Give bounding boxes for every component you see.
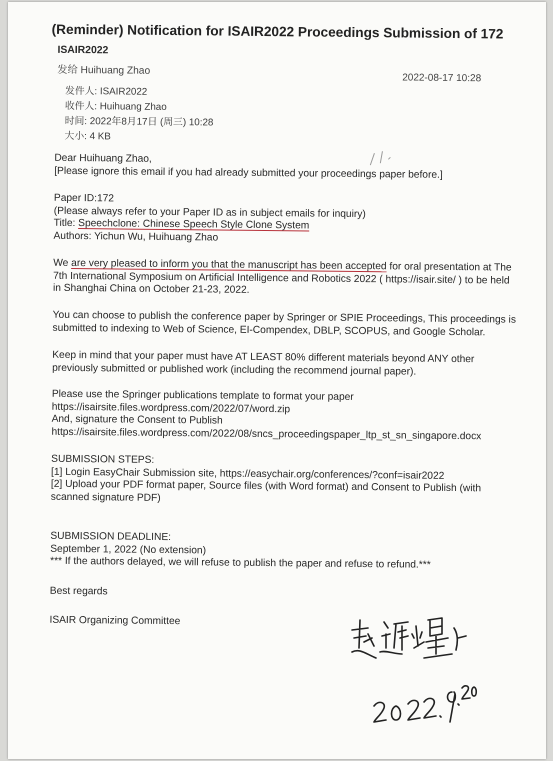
- originality-line-2: previously submitted or published work (including the recommend journal paper).: [52, 362, 417, 378]
- template-line: Please use the Springer publications template to format your paper: [51, 388, 354, 403]
- ignore-notice: [Please ignore this email if you had already submitted your proceedings paper before.]: [54, 165, 443, 181]
- step-2-line-1: [2] Upload your PDF format paper, Source files (with Word format) and Consent to Publish (with: [50, 478, 482, 495]
- steps-heading: SUBMISSION STEPS:: [51, 453, 155, 466]
- paper-info-block: [53, 193, 365, 247]
- step-1: [1] Login EasyChair Submission site, https://easychair.org/conferences/?conf=isair2022: [51, 466, 445, 482]
- paper-id: Paper ID:172: [53, 192, 115, 205]
- acceptance-suffix: for oral presentation at The: [386, 261, 512, 274]
- acceptance-line-3: in Shanghai China on October 21-23, 2022.: [52, 282, 250, 297]
- deadline-warning: *** If the authors delayed, we will refuse to publish the paper and refuse to refund.***: [50, 555, 431, 571]
- meta-size: 大小: 4 KB: [64, 130, 111, 143]
- publish-block: [53, 310, 517, 340]
- originality-line-1: Keep in mind that your paper must have AT LEAST 80% different materials beyond ANY other: [52, 349, 475, 366]
- handwritten-signature: [346, 608, 476, 674]
- email-date: 2022-08-17 10:28: [402, 72, 482, 85]
- regards: Best regards: [49, 585, 108, 598]
- paper-authors: Authors: Yichun Wu, Huihuang Zhao: [53, 230, 219, 244]
- steps-block: [51, 454, 482, 509]
- template-url-link[interactable]: https://isairsite.files.wordpress.com/2022/07/word.zip: [51, 401, 291, 415]
- acceptance-block: [53, 258, 512, 301]
- deadline-heading: SUBMISSION DEADLINE:: [50, 530, 172, 544]
- deadline-date: September 1, 2022 (No extension): [50, 543, 207, 557]
- meta-time: 时间: 2022年8月17日 (周三) 10:28: [64, 115, 214, 129]
- meta-recipient: 收件人: Huihuang Zhao: [64, 100, 167, 113]
- deadline-block: [50, 531, 431, 573]
- greeting: Dear Huihuang Zhao,: [54, 152, 152, 165]
- consent-url-link[interactable]: https://isairsite.files.wordpress.com/2022/08/sncs_proceedingspaper_ltp_st_sn_singapore.docx: [51, 426, 482, 443]
- acceptance-line-2: 7th International Symposium on Artificial Intelligence and Robotics 2022 ( https://isair.site/ ) to be held: [53, 270, 510, 287]
- paper-title-prefix: Title:: [53, 217, 79, 230]
- email-subject: (Reminder) Notification for ISAIR2022 Proceedings Submission of 172: [51, 21, 504, 42]
- email-recipient-line: 发给 Huihuang Zhao: [57, 64, 151, 77]
- step-2-line-2: scanned signature PDF): [50, 491, 161, 504]
- publish-line-1: You can choose to publish the conference paper by Springer or SPIE Proceedings, This proceedings is: [52, 309, 517, 326]
- template-block: [51, 389, 481, 444]
- acceptance-prefix: We: [53, 257, 72, 269]
- publish-line-2: submitted to indexing to Web of Science, EI-Compendex, DBLP, SCOPUS, and Google Scholar.: [52, 322, 486, 338]
- acceptance-highlight: are very pleased to inform you that the manuscript has been accepted: [71, 257, 387, 273]
- email-sender: ISAIR2022: [57, 44, 109, 57]
- paper-id-note: (Please always refer to your Paper ID as in subject emails for inquiry): [53, 205, 366, 220]
- paper-title: Speechclone: Chinese Speech Style Clone System: [78, 218, 310, 232]
- originality-block: [52, 350, 474, 380]
- scanned-page: [8, 2, 546, 759]
- committee-signoff: ISAIR Organizing Committee: [49, 614, 181, 628]
- consent-line: And, signature the Consent to Publish: [51, 413, 223, 427]
- meta-from: 发件人: ISAIR2022: [65, 85, 148, 98]
- handwritten-date: [368, 678, 480, 732]
- greeting-block: [54, 153, 443, 182]
